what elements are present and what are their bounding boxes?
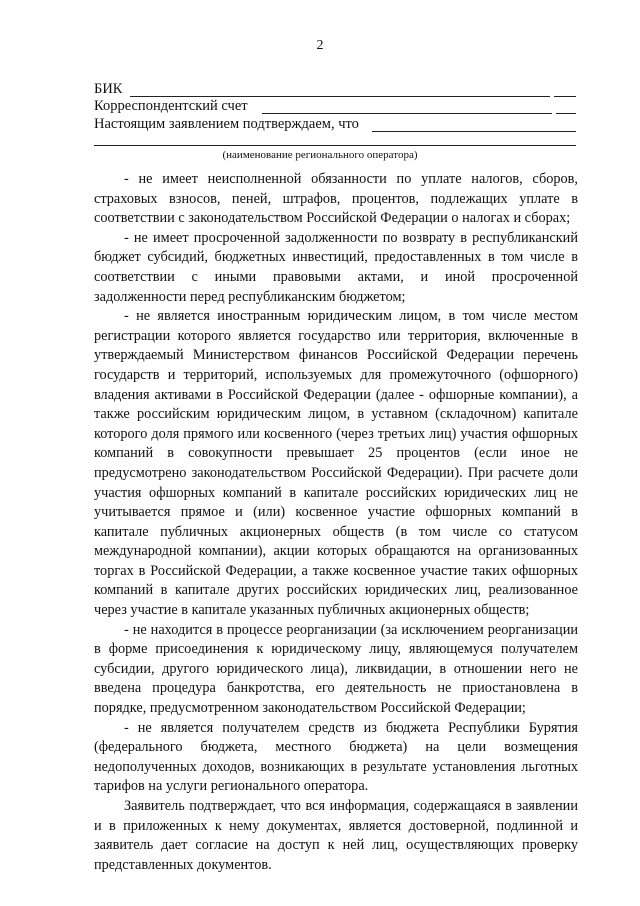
paragraph-confirmation: Заявитель подтверждает, что вся информация, содержащаяся в заявлении и в приложенных к нему документах, является достоверной, подлинной и заявитель дает согласие на доступ к ней лиц, осуществляющих проверку представленных документов. <box>94 798 578 873</box>
corr-account-field <box>94 97 576 115</box>
confirm-underline <box>372 131 576 132</box>
corr-account-underline <box>262 113 552 114</box>
paragraph-reorganization: - не находится в процессе реорганизации (за исключением реорганизации в форме присоединения к юридическому лицу, являющемуся получателем субсидии, другого юридического лица), ликвидации, в отношении него не введена процедура банкротства, его деятельность не приостановлена в порядке, предусмотренном законодательством Российской Федерации; <box>94 621 578 717</box>
declaration-body <box>94 170 578 875</box>
page-number: 2 <box>316 38 324 53</box>
corr-account-underline-end <box>556 113 576 114</box>
paragraph-budget: - не является получателем средств из бюджета Республики Бурятия (федерального бюджета, местного бюджета) на цели возмещения недополученных доходов, возникающих в результате установления льготных тарифов на услуги регионального оператора. <box>94 719 578 795</box>
bik-field <box>94 80 576 98</box>
bik-label: БИК <box>94 81 123 97</box>
paragraph-taxes: - не имеет неисполненной обязанности по уплате налогов, сборов, страховых взносов, пеней, штрафов, процентов, подлежащих уплате в соответствии с законодательством Российской Федерации о налогах и сборах; <box>94 171 578 227</box>
confirm-label: Настоящим заявлением подтверждаем, что <box>94 116 359 132</box>
confirm-field <box>94 115 576 133</box>
paragraph-debt: - не имеет просроченной задолженности по возврату в республиканский бюджет субсидий, бюджетных инвестиций, предоставленных в том числе в соответствии с иными правовыми актами, и иной просроченной задолженности перед республиканским бюджетом; <box>94 229 578 305</box>
paragraph-offshore: - не является иностранным юридическим лицом, в том числе местом регистрации которого является государство или территория, включенные в утверждаемый Министерством финансов Российской Федерации перечень государств и территорий, используемых для промежуточного (офшорного) владения активами в Российской Федерации (далее - офшорные компании), а также российским юридическим лицом, в уставном (складочном) капитале которого доля прямого или косвенного (через третьих лиц) участия офшорных компаний в совокупности превышает 25 процентов (если иное не предусмотрено законодательством Российской Федерации). При расчете доли участия офшорных компаний в капитале российских юридических лиц не учитывается прямое и (или) косвенное участие офшорных компаний в капитале публичных акционерных обществ (в том числе со статусом международной компании), акции которых обращаются на организованных торгах в Российской Федерации, а также косвенное участие таких офшорных компаний в капитале других российских юридических лиц, реализованное через участие в капитале указанных публичных акционерных обществ; <box>94 308 578 619</box>
corr-account-label: Корреспондентский счет <box>94 98 248 114</box>
operator-name-line <box>94 145 576 146</box>
operator-caption: (наименование регионального оператора) <box>222 149 418 161</box>
